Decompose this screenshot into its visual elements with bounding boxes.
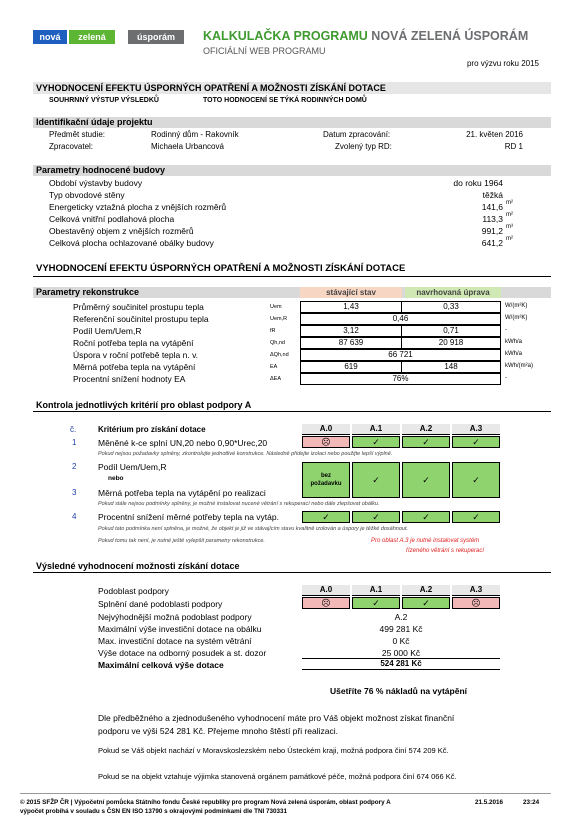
check-icon: ✓ — [352, 597, 400, 609]
recon-symbol: Uem — [270, 304, 282, 310]
main-title: VYHODNOCENÍ EFEKTU ÚSPORNÝCH OPATŘENÍ A MOŽNOSTI ZÍSKÁNÍ DOTACE — [33, 82, 551, 94]
footer-line1: © 2015 SFŽP ČR | Výpočetní pomůcka Státního fondu České republiky pro program Nová zelená úsporám, oblast podpory A — [20, 799, 391, 806]
check-icon: ✓ — [402, 462, 450, 498]
recon-existing-value: 619 — [300, 361, 402, 373]
recon-proposed-value: 0,71 — [401, 325, 501, 337]
check-icon: ✓ — [352, 436, 400, 448]
recon-proposed-value: 20 918 — [401, 337, 501, 349]
result-heading: Výsledné vyhodnocení možnosti získání dotace — [33, 560, 551, 573]
crit-num-1: 1 — [72, 438, 77, 447]
recon-existing-value: 87 639 — [300, 337, 402, 349]
crit-num-2: 2 — [72, 462, 77, 471]
recon-merged-value: 66 721 — [300, 349, 501, 361]
recon-unit: - — [505, 375, 507, 381]
recon-symbol: ΔQh,nd — [270, 352, 289, 358]
title-rest: NOVÁ ZELENÁ ÚSPORÁM — [371, 29, 529, 43]
crit-num-4: 4 — [72, 512, 77, 521]
check-icon: ✓ — [452, 436, 500, 448]
building-unit: m² — [506, 212, 513, 218]
logo-usporam: úsporám — [128, 30, 184, 44]
result-col-header: A.1 — [352, 585, 400, 596]
crit-label-4: Procentní snížení měrné potřeby tepla na vytáp. — [98, 512, 279, 522]
col-existing: stávající stav — [300, 287, 402, 298]
check-icon: ✓ — [402, 511, 450, 523]
result-col-header: A.2 — [402, 585, 450, 596]
crit-note-1: Pokud nejsou požadavky splněny, zkontrolujte jednotlivé konstrukce. Následně přidejte izolaci nebo použijte lepší výplně. — [98, 451, 393, 457]
criteria-col-header: A.2 — [402, 424, 450, 435]
author-value: Michaela Urbancová — [151, 142, 224, 151]
savings-text: Ušetříte 76 % nákladů na vytápění — [330, 686, 467, 696]
result-label: Nejvýhodnější možná podoblast podpory — [98, 612, 252, 622]
check-icon: ✓ — [402, 436, 450, 448]
effect-title: VYHODNOCENÍ EFEKTU ÚSPORNÝCH OPATŘENÍ A MOŽNOSTI ZÍSKÁNÍ DOTACE — [33, 262, 551, 277]
recon-label: Podíl Uem/Uem,R — [73, 326, 142, 336]
building-unit: m³ — [506, 224, 513, 230]
recon-proposed-value: 0,33 — [401, 301, 501, 313]
paragraph3: Pokud se na objekt vztahuje výjimka stanovená orgánem památkové péče, možná podpora činí 674 066 Kč. — [98, 772, 457, 781]
recon-unit: - — [505, 327, 507, 333]
crit-note-3: Pokud tato podmínka není splněna, je možné, že objekt je již ve stávajícím stavu kvalitně izolován a úspory je těžké dosáhnout. — [98, 526, 409, 532]
criteria-heading: Kontrola jednotlivých kritérií pro oblast podpory A — [33, 400, 551, 412]
result-col-header: A.0 — [302, 585, 350, 596]
result-label: Výše dotace na odborný posudek a st. dozor — [98, 648, 267, 658]
paragraph1-line1: Dle předběžného a zjednodušeného vyhodnocení máte pro Váš objekt možnost získat finanční — [98, 713, 455, 723]
sad-face-icon: ☹ — [452, 597, 500, 609]
total-label: Maximální celková výše dotace — [98, 660, 224, 670]
recon-unit: kWh/(m²a) — [505, 363, 533, 369]
crit-label-3: Měrná potřeba tepla na vytápění po realizaci — [98, 488, 266, 498]
recon-existing-value: 3,12 — [300, 325, 402, 337]
sad-face-icon: ☹ — [302, 436, 350, 448]
building-value: 641,2 — [481, 238, 503, 248]
red-note-1: Pro oblast A.3 je nutné instalovat systém — [371, 538, 480, 544]
building-value: 991,2 — [481, 226, 503, 236]
summary-right: TOTO HODNOCENÍ SE TÝKÁ RODINNÝCH DOMŮ — [203, 97, 367, 104]
criteria-title: Kritérium pro získání dotace — [98, 425, 206, 434]
total-value: 524 281 Kč — [302, 658, 500, 670]
recon-symbol: EA — [270, 364, 278, 370]
result-value: A.2 — [394, 612, 408, 622]
col-proposed: navrhovaná úprava — [405, 287, 501, 298]
criteria-col-header: A.3 — [452, 424, 500, 435]
paragraph2: Pokud se Váš objekt nachází v Moravskoslezském nebo Ústeckém kraji, možná podpora činí 574 209 Kč. — [98, 746, 449, 755]
check-icon: ✓ — [452, 511, 500, 523]
recon-symbol: fR — [270, 328, 276, 334]
crit-or: nebo — [108, 475, 124, 482]
num-header: č. — [70, 425, 77, 434]
recon-unit: kWh/a — [505, 351, 523, 357]
building-unit: m² — [506, 236, 513, 242]
recon-proposed-value: 148 — [401, 361, 501, 373]
type-value: RD 1 — [504, 142, 523, 151]
author-label: Zpracovatel: — [49, 142, 94, 151]
subject-value: Rodinný dům - Rakovník — [151, 130, 239, 139]
result-value: 499 281 Kč — [379, 624, 423, 634]
building-unit: m² — [506, 200, 513, 206]
building-value: těžká — [482, 190, 503, 200]
building-label: Celková plocha ochlazované obálky budovy — [49, 238, 214, 248]
check-icon: ✓ — [352, 511, 400, 523]
date-label: Datum zpracování: — [323, 130, 391, 139]
recon-unit: W/(m²K) — [505, 315, 528, 321]
recon-label: Úspora v roční potřebě tepla n. v. — [73, 350, 199, 360]
project-heading: Identifikační údaje projektu — [33, 117, 551, 128]
building-value: 113,3 — [482, 214, 503, 224]
year-note: pro výzvu roku 2015 — [466, 59, 539, 68]
red-note-2: řízeného větrání s rekuperací — [406, 548, 485, 554]
recon-symbol: Uem,R — [270, 316, 288, 322]
result-value: 25 000 Kč — [381, 648, 421, 658]
summary-left: SOUHRNNÝ VÝSTUP VÝSLEDKŮ — [49, 97, 159, 104]
title-bold: KALKULAČKA PROGRAMU — [203, 29, 368, 43]
result-value: 0 Kč — [392, 636, 410, 646]
footer-date: 21.5.2016 — [475, 799, 504, 806]
result-label: Max. investiční dotace na systém větrání — [98, 636, 252, 646]
crit-label-2: Podíl Uem/Uem,R — [98, 462, 167, 472]
no-requirement-cell: bez požadavku — [302, 462, 350, 498]
crit-note-2: Pokud stále nejsou podmínky splněny, je možné instalovat nucené větrání s rekuperací nebo dále zlepšovat obálku. — [98, 501, 380, 507]
criteria-col-header: A.1 — [352, 424, 400, 435]
crit-num-3: 3 — [72, 488, 77, 497]
type-label: Zvolený typ RD: — [335, 142, 392, 151]
result-col-header: A.3 — [452, 585, 500, 596]
recon-label: Průměrný součinitel prostupu tepla — [73, 302, 204, 312]
recon-label: Procentní snížení hodnoty EA — [73, 374, 186, 384]
footer-time: 23:24 — [523, 799, 540, 806]
criteria-col-header: A.0 — [302, 424, 350, 435]
logo-nova: nová — [33, 30, 67, 44]
building-label: Období výstavby budovy — [49, 178, 143, 188]
building-label: Typ obvodové stěny — [49, 190, 125, 200]
subtitle: OFICIÁLNÍ WEB PROGRAMU — [203, 46, 326, 56]
recon-label: Měrná potřeba tepla na vytápění — [73, 362, 196, 372]
check-icon: ✓ — [352, 462, 400, 498]
building-label: Energeticky vztažná plocha z vnějších rozměrů — [49, 202, 227, 212]
recon-merged-value: 0,46 — [300, 313, 501, 325]
recon-label: Roční potřeba tepla na vytápění — [73, 338, 194, 348]
sad-face-icon: ☹ — [302, 597, 350, 609]
paragraph1-line2: podporu ve výši 524 281 Kč. Přejeme mnoho štěstí při realizaci. — [98, 726, 339, 736]
sub-label: Podoblast podpory — [98, 586, 169, 596]
footer-line2: výpočet probíhá v souladu s ČSN EN ISO 13790 s okrajovými podmínkami dle TNI 730331 — [20, 808, 288, 815]
check-icon: ✓ — [452, 462, 500, 498]
recon-label: Referenční součinitel prostupu tepla — [73, 314, 209, 324]
check-icon: ✓ — [302, 511, 350, 523]
recon-heading: Parametry rekonstrukce — [33, 287, 551, 298]
building-heading: Parametry hodnocené budovy — [33, 165, 551, 176]
date-value: 21. květen 2016 — [466, 130, 523, 139]
crit-note-4: Pokud tomu tak není, je nutné ještě vylepšit parametry rekonstrukce. — [98, 538, 265, 544]
check-icon: ✓ — [402, 597, 450, 609]
recon-symbol: ΔEA — [270, 376, 282, 382]
result-label: Maximální výše investiční dotace na obálku — [98, 624, 262, 634]
building-value: do roku 1964 — [453, 178, 503, 188]
recon-unit: W/(m²K) — [505, 303, 528, 309]
crit-label-1: Měněné k-ce splní UN,20 nebo 0,90*Urec,20 — [98, 438, 268, 448]
building-label: Obestavěný objem z vnějších rozměrů — [49, 226, 194, 236]
recon-unit: kWh/a — [505, 339, 523, 345]
logo-zelena: zelená — [69, 30, 115, 44]
building-label: Celková vnitřní podlahová plocha — [49, 214, 175, 224]
subject-label: Předmět studie: — [49, 130, 106, 139]
fulfil-label: Splnění dané podoblasti podpory — [98, 599, 223, 609]
building-value: 141,6 — [481, 202, 503, 212]
recon-merged-value: 76% — [300, 373, 501, 385]
recon-existing-value: 1,43 — [300, 301, 402, 313]
recon-symbol: Qh,nd — [270, 340, 285, 346]
